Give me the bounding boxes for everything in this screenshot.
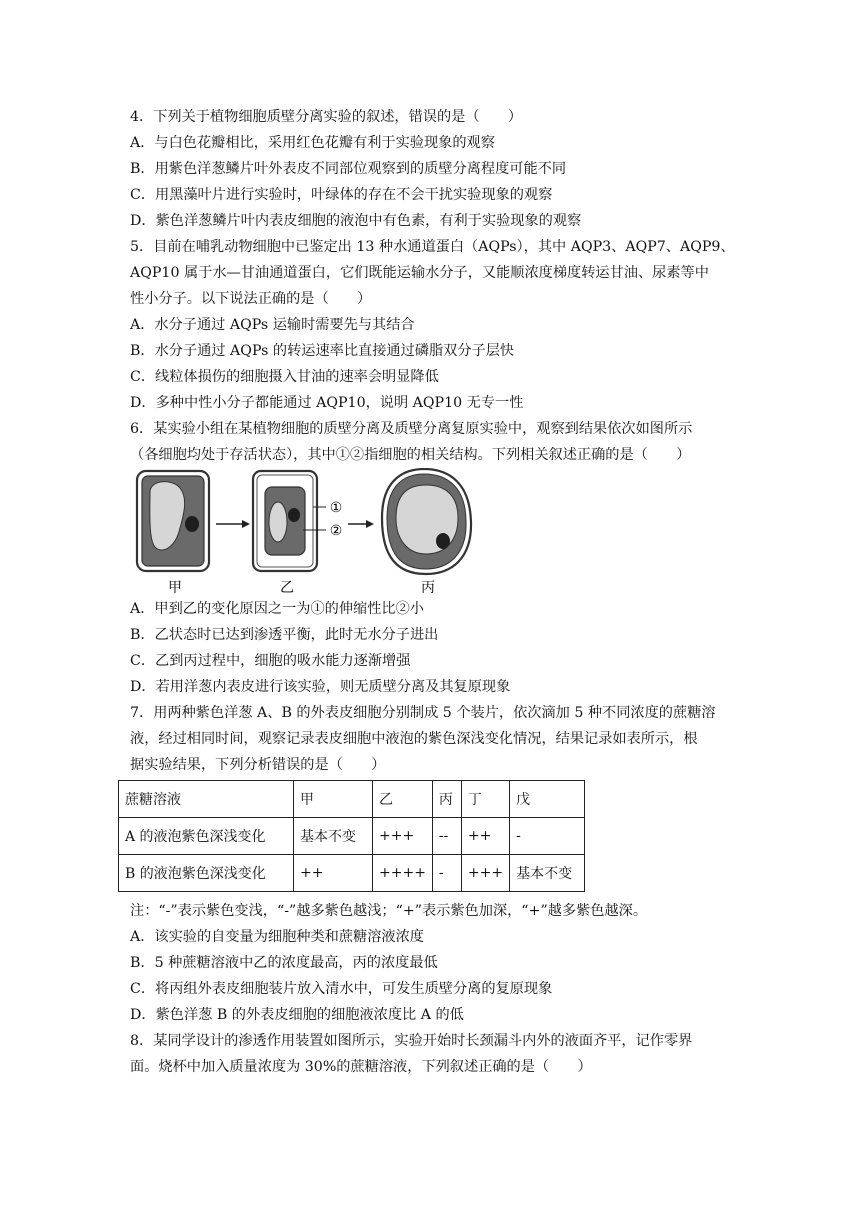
q7-option-a: A．该实验的自变量为细胞种类和蔗糖溶液浓度 <box>130 929 424 945</box>
q5-option-b: B．水分子通过 AQPs 的转运速率比直接通过磷脂双分子层快 <box>130 343 515 359</box>
q8-stem-line-2: 面。烧杯中加入质量浓度为 30%的蔗糖溶液，下列叙述正确的是（ ） <box>130 1059 592 1075</box>
table-row <box>119 818 585 855</box>
q7-table-note: 注：“-”表示紫色变浅，“-”越多紫色越浅；“+”表示紫色加深，“+”越多紫色越深。 <box>130 903 648 919</box>
table-header-cell: 戊 <box>510 781 585 818</box>
q5-stem-line-3: 性小分子。以下说法正确的是（ ） <box>130 291 372 307</box>
q5-option-c: C．线粒体损伤的细胞摄入甘油的速率会明显降低 <box>130 369 439 385</box>
q6-option-a: A．甲到乙的变化原因之一为①的伸缩性比②小 <box>130 601 424 617</box>
cell-yi <box>253 471 317 571</box>
q5-stem-line-2: AQP10 属于水—甘油通道蛋白，它们既能运输水分子，又能顺浓度梯度转运甘油、尿素等中 <box>130 265 709 281</box>
table-row <box>119 855 585 892</box>
figure-label-bing: 丙 <box>421 580 435 596</box>
q4-option-b: B．用紫色洋葱鳞片叶外表皮不同部位观察到的质壁分离程度可能不同 <box>130 161 567 177</box>
table-cell: A 的液泡紫色深浅变化 <box>119 818 294 855</box>
q7-option-b: B．5 种蔗糖溶液中乙的浓度最高，丙的浓度最低 <box>130 955 438 971</box>
q5-option-a: A．水分子通过 AQPs 运输时需要先与其结合 <box>130 317 415 333</box>
table-cell: 基本不变 <box>294 818 373 855</box>
q5-stem-line-1: 5．目前在哺乳动物细胞中已鉴定出 13 种水通道蛋白（AQPs），其中 AQP3、AQP7、AQP9、 <box>130 239 735 255</box>
table-header-cell: 蔗糖溶液 <box>119 781 294 818</box>
figure-label-yi: 乙 <box>280 580 294 596</box>
cell-plasmolysis-diagram <box>130 468 480 598</box>
table-cell: ++ <box>294 855 373 892</box>
table-cell: - <box>432 855 461 892</box>
table-cell: B 的液泡紫色深浅变化 <box>119 855 294 892</box>
cell-bing <box>382 469 471 574</box>
q7-stem-line-1: 7．用两种紫色洋葱 A、B 的外表皮细胞分别制成 5 个装片，依次滴加 5 种不同浓度的蔗糖溶 <box>130 705 716 721</box>
q5-option-d: D．多种中性小分子都能通过 AQP10，说明 AQP10 无专一性 <box>130 395 524 411</box>
figure-marker-2: ② <box>329 523 343 539</box>
q7-option-d: D．紫色洋葱 B 的外表皮细胞的细胞液浓度比 A 的低 <box>130 1007 464 1023</box>
q4-stem: 4．下列关于植物细胞质壁分离实验的叙述，错误的是（ ） <box>130 109 523 125</box>
figure-label-jia: 甲 <box>168 580 182 596</box>
table-cell: ++++ <box>373 855 433 892</box>
table-header-cell: 丙 <box>432 781 461 818</box>
q7-stem-line-3: 据实验结果，下列分析错误的是（ ） <box>130 757 386 773</box>
q4-option-c: C．用黑藻叶片进行实验时，叶绿体的存在不会干扰实验现象的观察 <box>130 187 553 203</box>
figure-marker-1: ① <box>329 500 343 516</box>
table-header-cell: 乙 <box>373 781 433 818</box>
q4-option-d: D．紫色洋葱鳞片叶内表皮细胞的液泡中有色素，有利于实验现象的观察 <box>130 213 582 229</box>
table-header-cell: 甲 <box>294 781 373 818</box>
table-cell: 基本不变 <box>510 855 585 892</box>
q8-stem-line-1: 8．某同学设计的渗透作用装置如图所示，实验开始时长颈漏斗内外的液面齐平，记作零界 <box>130 1033 693 1049</box>
cell-jia <box>137 471 209 571</box>
table-header-cell: 丁 <box>461 781 509 818</box>
q7-stem-line-2: 液，经过相同时间，观察记录表皮细胞中液泡的紫色深浅变化情况，结果记录如表所示，根 <box>130 731 698 747</box>
q7-option-c: C．将丙组外表皮细胞装片放入清水中，可发生质壁分离的复原现象 <box>130 981 553 997</box>
q6-option-b: B．乙状态时已达到渗透平衡，此时无水分子进出 <box>130 627 439 643</box>
table-cell: +++ <box>373 818 433 855</box>
q6-option-c: C．乙到丙过程中，细胞的吸水能力逐渐增强 <box>130 653 411 669</box>
table-header-row <box>119 781 585 818</box>
q6-option-d: D．若用洋葱内表皮进行该实验，则无质壁分离及其复原现象 <box>130 679 511 695</box>
q7-results-table <box>118 780 585 892</box>
q6-stem-line-1: 6．某实验小组在某植物细胞的质壁分离及质壁分离复原实验中，观察到结果依次如图所示 <box>130 421 693 437</box>
q4-option-a: A．与白色花瓣相比，采用红色花瓣有利于实验现象的观察 <box>130 135 495 151</box>
table-cell: - <box>510 818 585 855</box>
table-cell: +++ <box>461 855 509 892</box>
table-cell: ++ <box>461 818 509 855</box>
table-cell: -- <box>432 818 461 855</box>
q6-stem-line-2: （各细胞均处于存活状态），其中①②指细胞的相关结构。下列相关叙述正确的是（ ） <box>130 447 691 463</box>
